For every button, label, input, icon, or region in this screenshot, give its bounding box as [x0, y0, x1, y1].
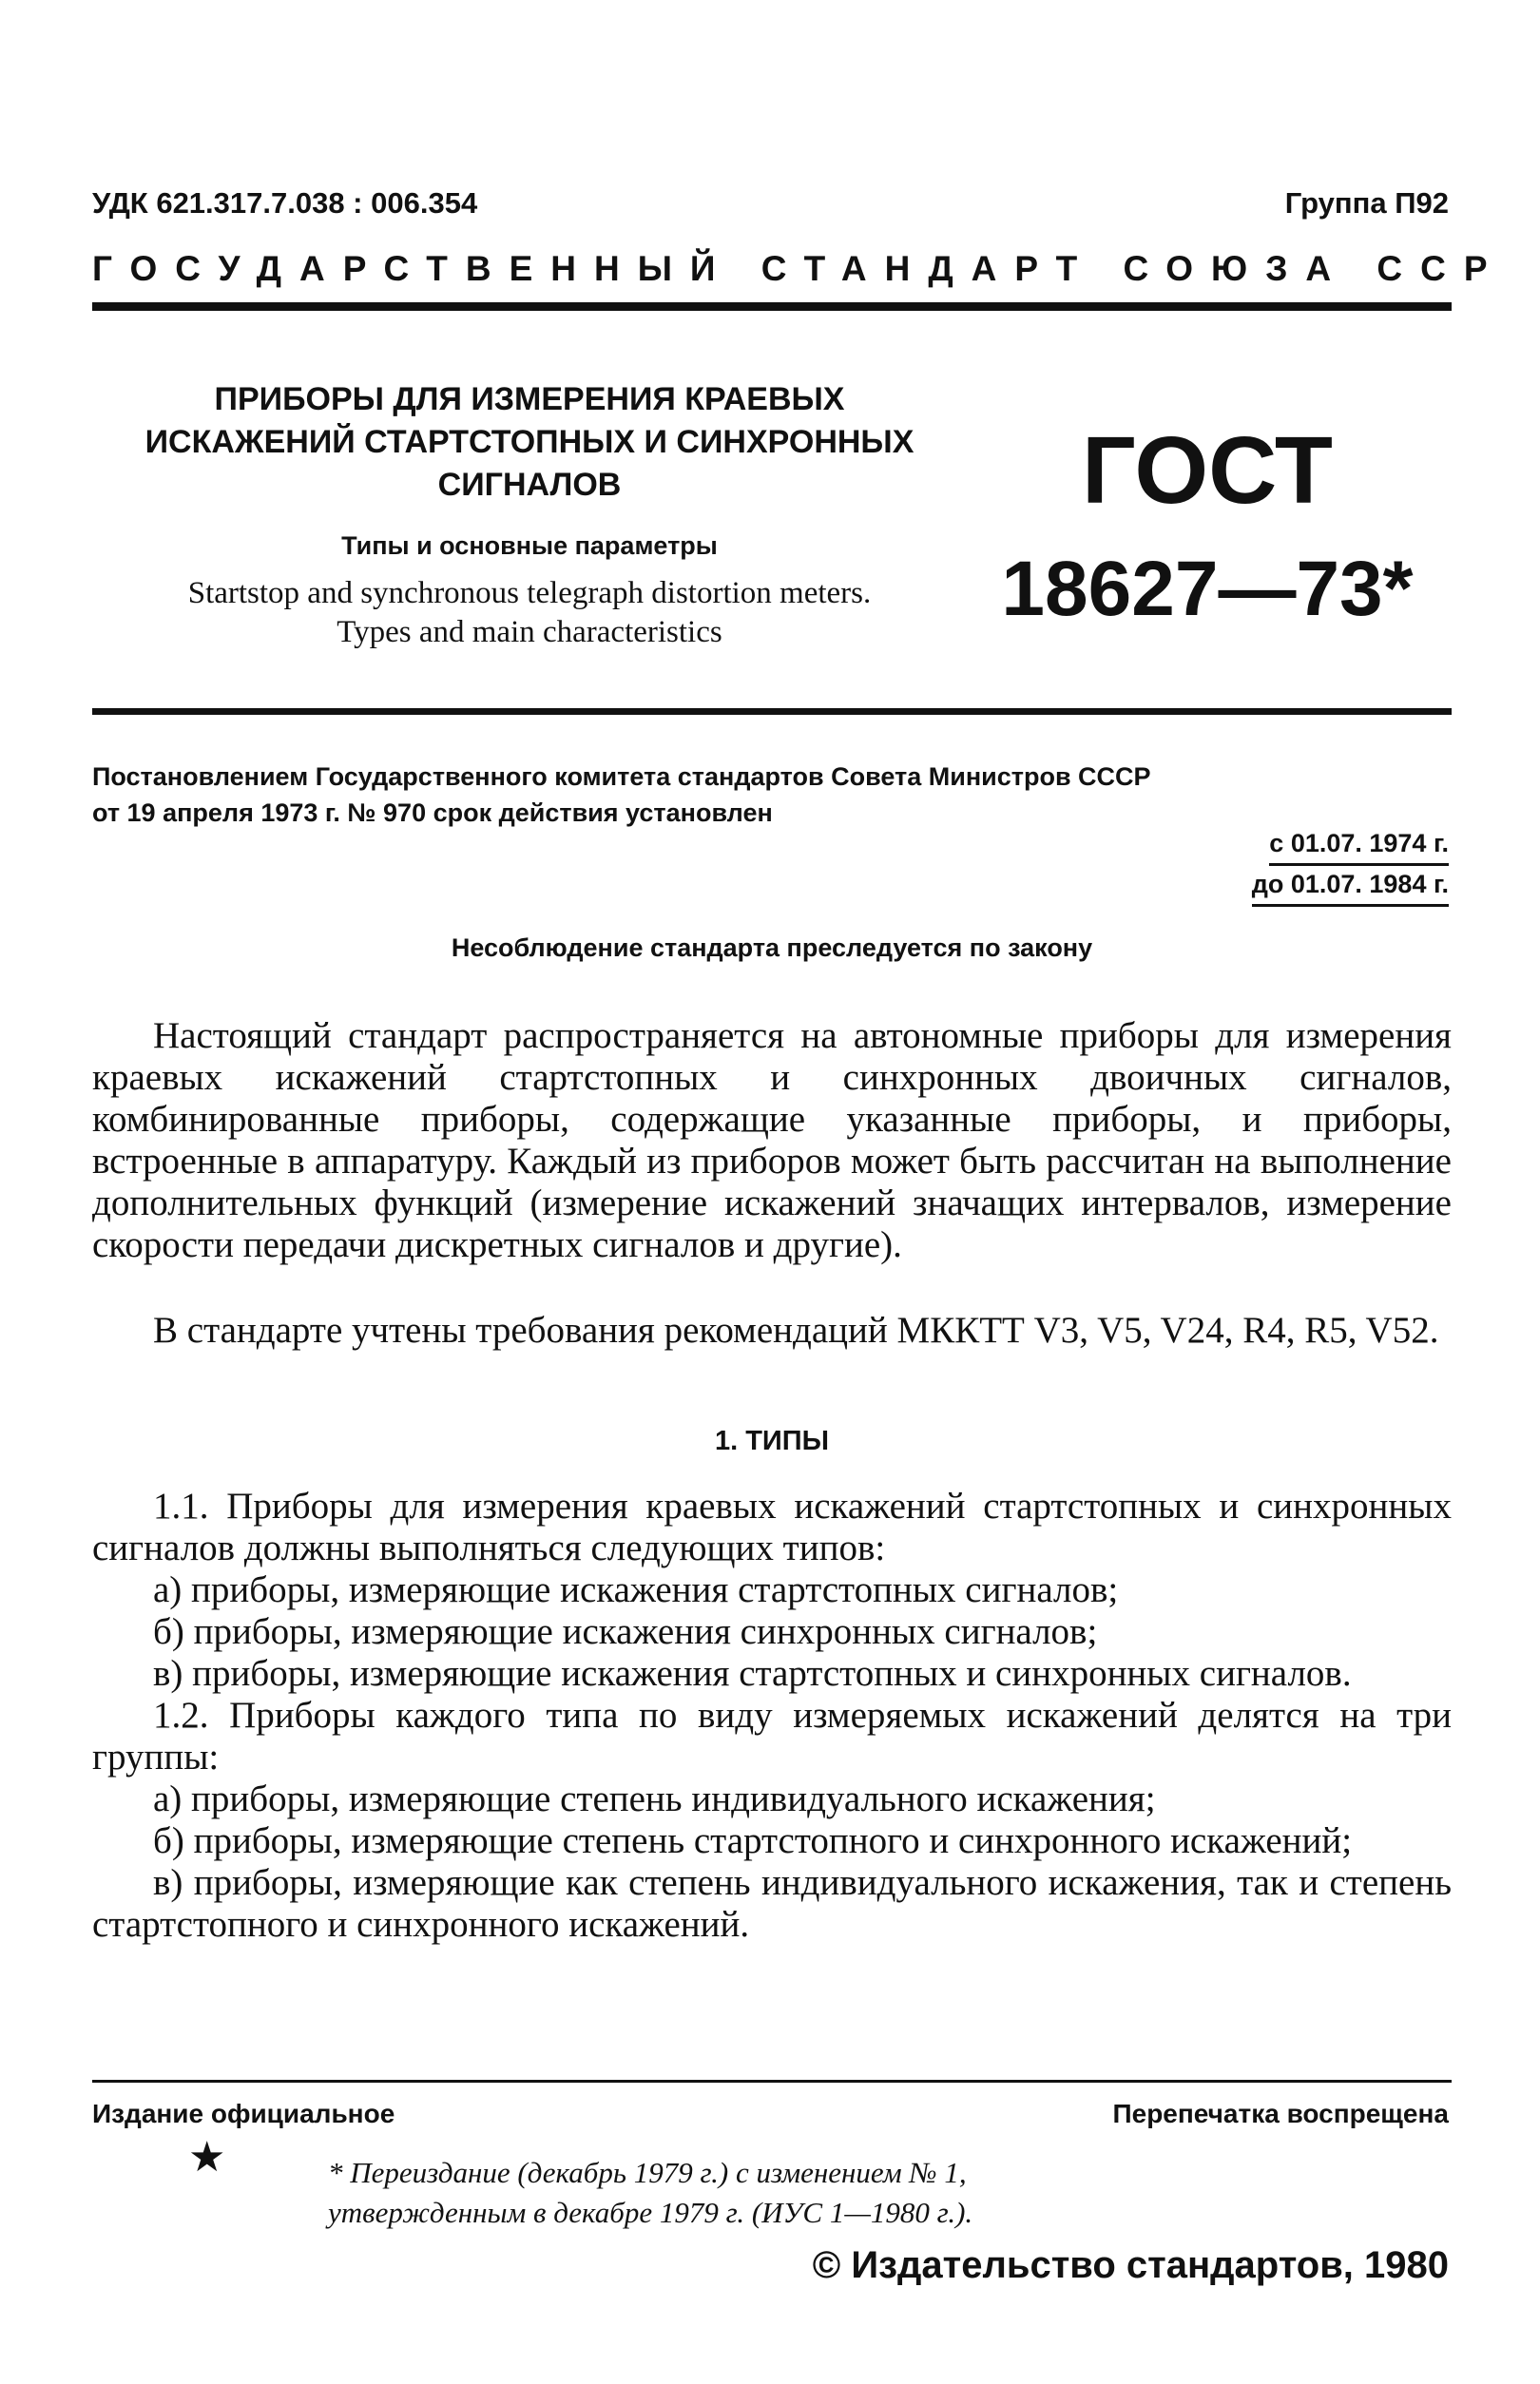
- subtitle-ru: Типы и основные параметры: [341, 531, 718, 560]
- clause-1-2-c: в) приборы, измеряющие как степень индивидуального искажения, так и степень стартстопного и синхронного искажений.: [92, 1862, 1452, 1945]
- clause-1-2-a: а) приборы, измеряющие степень индивидуального искажения;: [153, 1778, 1156, 1819]
- title-ru: [92, 378, 967, 507]
- title-en: [92, 574, 967, 652]
- udk-code: УДК 621.317.7.038 : 006.354: [92, 186, 478, 220]
- footnote-line: утвержденным в декабре 1979 г. (ИУС 1—1980 г.).: [328, 2196, 973, 2229]
- reissue-footnote: [328, 2153, 1421, 2233]
- star-icon: ★: [188, 2134, 226, 2181]
- title-en-line: Types and main characteristics: [337, 615, 722, 649]
- validity-dates: [1252, 825, 1449, 907]
- clause-1-2-b: б) приборы, измеряющие степень стартстопного и синхронного искажений;: [153, 1820, 1353, 1861]
- gost-number: 18627—73*: [1001, 546, 1414, 632]
- clause-1-2: 1.2. Приборы каждого типа по виду измеряемых искажений делятся на три группы:: [92, 1695, 1452, 1778]
- date-from: с 01.07. 1974 г.: [1269, 825, 1449, 866]
- title-en-line: Startstop and synchronous telegraph distortion meters.: [187, 576, 872, 610]
- reprint-prohibited: Перепечатка воспрещена: [1112, 2099, 1449, 2128]
- title-ru-line: ИСКАЖЕНИЙ СТАРТСТОПНЫХ И СИНХРОННЫХ: [144, 424, 914, 460]
- footnote-line: * Переиздание (декабрь 1979 г.) с изменением № 1,: [328, 2156, 967, 2189]
- title-ru-line: СИГНАЛОВ: [437, 467, 622, 503]
- title-rule: [92, 708, 1452, 715]
- intro-paragraph: Настоящий стандарт распространяется на автономные приборы для измерения краевых искажений стартстопных и синхронных двоичных сигналов, комбинированные приборы, содержащие указанные приборы, и приборы, встроенные в аппаратуру. Каждый из приборов может быть рассчитан на выполнение дополнительных функций (измерение искажений значащих интервалов, измерение скорости передачи дискретных сигналов и другие).: [92, 1015, 1452, 1265]
- section-body: [92, 1486, 1452, 1946]
- title-block: [92, 378, 967, 652]
- title-ru-line: ПРИБОРЫ ДЛЯ ИЗМЕРЕНИЯ КРАЕВЫХ: [214, 381, 845, 417]
- decree-text: [92, 759, 1452, 831]
- gost-designation: [998, 418, 1416, 637]
- decree-line: от 19 апреля 1973 г. № 970 срок действия установлен: [92, 798, 773, 827]
- official-edition: Издание официальное: [92, 2099, 395, 2128]
- section-title: 1. ТИПЫ: [714, 1426, 830, 1456]
- clause-1-1-c: в) приборы, измеряющие искажения стартстопных и синхронных сигналов.: [153, 1653, 1352, 1694]
- publisher-copyright: © Издательство стандартов, 1980: [812, 2244, 1449, 2286]
- footer-rule: [92, 2080, 1452, 2083]
- gost-label: ГОСТ: [1082, 417, 1333, 524]
- clause-1-1-a: а) приборы, измеряющие искажения стартстопных сигналов;: [153, 1569, 1119, 1610]
- clause-1-1: 1.1. Приборы для измерения краевых искажений стартстопных и синхронных сигналов должны выполняться следующих типов:: [92, 1486, 1452, 1568]
- clause-1-1-b: б) приборы, измеряющие искажения синхронных сигналов;: [153, 1611, 1098, 1652]
- legal-notice: Несоблюдение стандарта преследуется по закону: [451, 933, 1093, 962]
- date-to: до 01.07. 1984 г.: [1252, 866, 1449, 907]
- group-code: Группа П92: [1284, 186, 1449, 220]
- header-rule: [92, 302, 1452, 311]
- decree-line: Постановлением Государственного комитета стандартов Совета Министров СССР: [92, 762, 1151, 791]
- state-standard-banner: ГОСУДАРСТВЕННЫЙ СТАНДАРТ СОЮЗА ССР: [92, 249, 1506, 288]
- recommendations-paragraph: В стандарте учтены требования рекомендаций МККТТ V3, V5, V24, R4, R5, V52.: [153, 1310, 1439, 1351]
